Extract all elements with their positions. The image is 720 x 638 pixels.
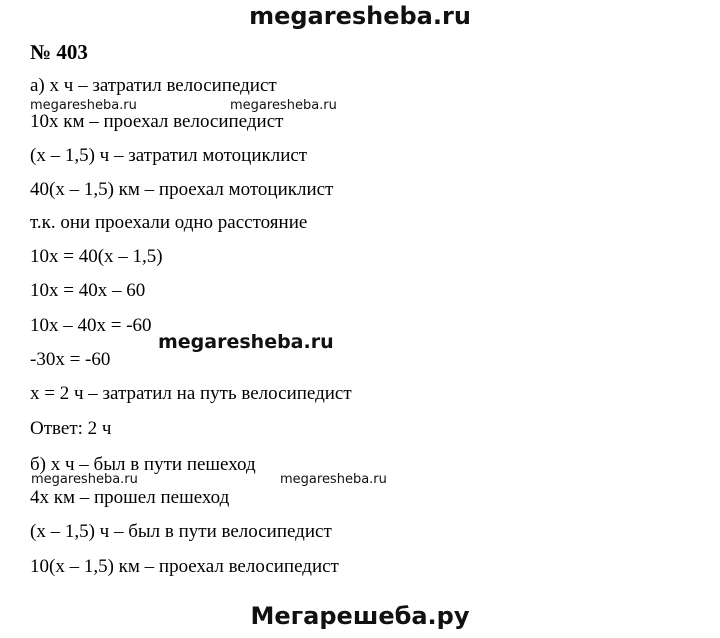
solution-line-1: а) x ч – затратил велосипедист [30,75,277,96]
solution-line-11: Ответ: 2 ч [30,418,112,439]
solution-line-2: 10x км – проехал велосипедист [30,111,284,132]
site-header: megaresheba.ru [249,2,471,30]
solution-line-6: 10x = 40(x – 1,5) [30,246,163,267]
solution-line-14: (x – 1,5) ч – был в пути велосипедист [30,521,332,542]
site-footer: Мегарешеба.ру [250,602,470,630]
solution-line-10: x = 2 ч – затратил на путь велосипедист [30,383,352,404]
watermark: megaresheba.ru [158,331,334,353]
solution-line-15: 10(x – 1,5) км – проехал велосипедист [30,556,339,577]
solution-line-5: т.к. они проехали одно расстояние [30,212,308,233]
solution-line-4: 40(x – 1,5) км – проехал мотоциклист [30,179,334,200]
solution-line-3: (x – 1,5) ч – затратил мотоциклист [30,145,308,166]
watermark: megaresheba.ru [230,98,337,113]
watermark: megaresheba.ru [30,98,137,113]
watermark: megaresheba.ru [280,472,387,487]
solution-line-13: 4x км – прошел пешеход [30,487,230,508]
watermark: megaresheba.ru [31,472,138,487]
solution-line-9: -30x = -60 [30,349,111,370]
problem-number: № 403 [30,40,88,64]
solution-line-12: б) x ч – был в пути пешеход [30,454,256,475]
solution-line-8: 10x – 40x = -60 [30,315,152,336]
solution-line-7: 10x = 40x – 60 [30,280,146,301]
